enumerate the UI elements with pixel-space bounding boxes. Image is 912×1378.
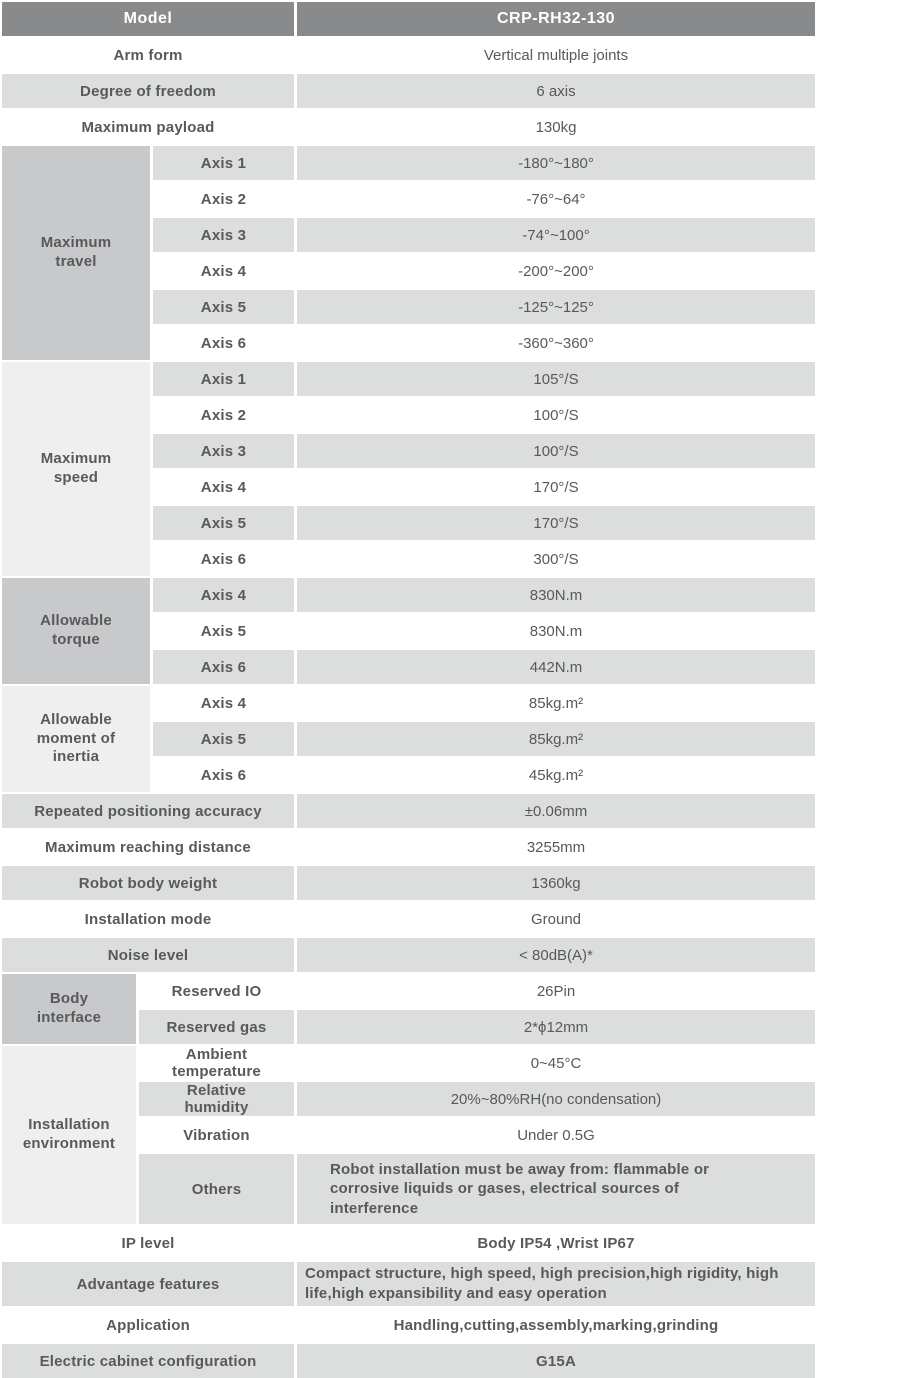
maximum-payload-row [2, 110, 815, 144]
speed-axis2-value: 100°/S [297, 398, 815, 432]
body-interface-section [2, 974, 815, 1044]
speed-axis5-label: Axis 5 [153, 506, 294, 540]
advantage-features-value: Compact structure, high speed, high precision,high rigidity, high life,high expansibility and easy operation [297, 1262, 815, 1306]
speed-axis4-value: 170°/S [297, 470, 815, 504]
body-interface-group-label: Body interface [2, 974, 136, 1044]
others-value: Robot installation must be away from: flammable or corrosive liquids or gases, electrical sources of interference [297, 1154, 815, 1224]
reserved-gas-label: Reserved gas [139, 1010, 294, 1044]
arm-form-row [2, 38, 815, 72]
electric-cabinet-value: G15A [297, 1344, 815, 1378]
noise-level-row [2, 938, 815, 972]
installation-mode-label: Installation mode [2, 902, 294, 936]
advantage-features-label: Advantage features [2, 1262, 294, 1306]
speed-axis3-value: 100°/S [297, 434, 815, 468]
installation-environment-section [2, 1046, 815, 1224]
reaching-distance-label: Maximum reaching distance [2, 830, 294, 864]
body-weight-row [2, 866, 815, 900]
reaching-distance-value: 3255mm [297, 830, 815, 864]
speed-axis6-label: Axis 6 [153, 542, 294, 576]
inertia-axis5-label: Axis 5 [153, 722, 294, 756]
body-weight-value: 1360kg [297, 866, 815, 900]
vibration-label: Vibration [139, 1118, 294, 1152]
ip-level-value: Body IP54 ,Wrist IP67 [297, 1226, 815, 1260]
travel-axis5-value: -125°~125° [297, 290, 815, 324]
noise-level-value: < 80dB(A)* [297, 938, 815, 972]
travel-axis6-label: Axis 6 [153, 326, 294, 360]
torque-axis5-value: 830N.m [297, 614, 815, 648]
arm-form-value: Vertical multiple joints [297, 38, 815, 72]
degree-of-freedom-value: 6 axis [297, 74, 815, 108]
maximum-travel-section [2, 146, 815, 360]
application-label: Application [2, 1308, 294, 1342]
model-header-cell: Model [2, 2, 294, 36]
maximum-speed-section [2, 362, 815, 576]
inertia-axis5-value: 85kg.m² [297, 722, 815, 756]
advantage-features-row [2, 1262, 815, 1306]
installation-mode-value: Ground [297, 902, 815, 936]
maximum-speed-group-label: Maximum speed [2, 362, 150, 576]
electric-cabinet-label: Electric cabinet configuration [2, 1344, 294, 1378]
relative-humidity-label: Relative humidity [139, 1082, 294, 1116]
arm-form-label: Arm form [2, 38, 294, 72]
installation-environment-group-label: Installation environment [2, 1046, 136, 1224]
application-value: Handling,cutting,assembly,marking,grinding [297, 1308, 815, 1342]
travel-axis4-label: Axis 4 [153, 254, 294, 288]
allowable-torque-group-label: Allowable torque [2, 578, 150, 684]
vibration-value: Under 0.5G [297, 1118, 815, 1152]
degree-of-freedom-row [2, 74, 815, 108]
travel-axis1-label: Axis 1 [153, 146, 294, 180]
travel-axis2-value: -76°~64° [297, 182, 815, 216]
installation-mode-row [2, 902, 815, 936]
maximum-payload-value: 130kg [297, 110, 815, 144]
inertia-axis6-value: 45kg.m² [297, 758, 815, 792]
travel-axis3-value: -74°~100° [297, 218, 815, 252]
relative-humidity-value: 20%~80%RH(no condensation) [297, 1082, 815, 1116]
travel-axis1-value: -180°~180° [297, 146, 815, 180]
ambient-temperature-label: Ambient temperature [139, 1046, 294, 1080]
travel-axis3-label: Axis 3 [153, 218, 294, 252]
reserved-io-value: 26Pin [297, 974, 815, 1008]
speed-axis3-label: Axis 3 [153, 434, 294, 468]
travel-axis6-value: -360°~360° [297, 326, 815, 360]
inertia-axis4-label: Axis 4 [153, 686, 294, 720]
speed-axis1-value: 105°/S [297, 362, 815, 396]
body-weight-label: Robot body weight [2, 866, 294, 900]
speed-axis5-value: 170°/S [297, 506, 815, 540]
robot-spec-table [2, 2, 815, 1378]
travel-axis2-label: Axis 2 [153, 182, 294, 216]
positioning-accuracy-value: ±0.06mm [297, 794, 815, 828]
electric-cabinet-row [2, 1344, 815, 1378]
torque-axis4-label: Axis 4 [153, 578, 294, 612]
inertia-axis4-value: 85kg.m² [297, 686, 815, 720]
header-row [2, 2, 815, 36]
ambient-temperature-value: 0~45°C [297, 1046, 815, 1080]
reserved-io-label: Reserved IO [139, 974, 294, 1008]
torque-axis6-label: Axis 6 [153, 650, 294, 684]
model-value-cell: CRP-RH32-130 [297, 2, 815, 36]
reserved-gas-value: 2*ϕ12mm [297, 1010, 815, 1044]
inertia-axis6-label: Axis 6 [153, 758, 294, 792]
travel-axis5-label: Axis 5 [153, 290, 294, 324]
torque-axis5-label: Axis 5 [153, 614, 294, 648]
degree-of-freedom-label: Degree of freedom [2, 74, 294, 108]
torque-axis4-value: 830N.m [297, 578, 815, 612]
ip-level-row [2, 1226, 815, 1260]
reaching-distance-row [2, 830, 815, 864]
speed-axis1-label: Axis 1 [153, 362, 294, 396]
allowable-inertia-section [2, 686, 815, 792]
allowable-inertia-group-label: Allowable moment of inertia [2, 686, 150, 792]
ip-level-label: IP level [2, 1226, 294, 1260]
application-row [2, 1308, 815, 1342]
speed-axis4-label: Axis 4 [153, 470, 294, 504]
torque-axis6-value: 442N.m [297, 650, 815, 684]
positioning-accuracy-row [2, 794, 815, 828]
maximum-payload-label: Maximum payload [2, 110, 294, 144]
noise-level-label: Noise level [2, 938, 294, 972]
speed-axis6-value: 300°/S [297, 542, 815, 576]
travel-axis4-value: -200°~200° [297, 254, 815, 288]
positioning-accuracy-label: Repeated positioning accuracy [2, 794, 294, 828]
allowable-torque-section [2, 578, 815, 684]
others-label: Others [139, 1154, 294, 1224]
maximum-travel-group-label: Maximum travel [2, 146, 150, 360]
speed-axis2-label: Axis 2 [153, 398, 294, 432]
